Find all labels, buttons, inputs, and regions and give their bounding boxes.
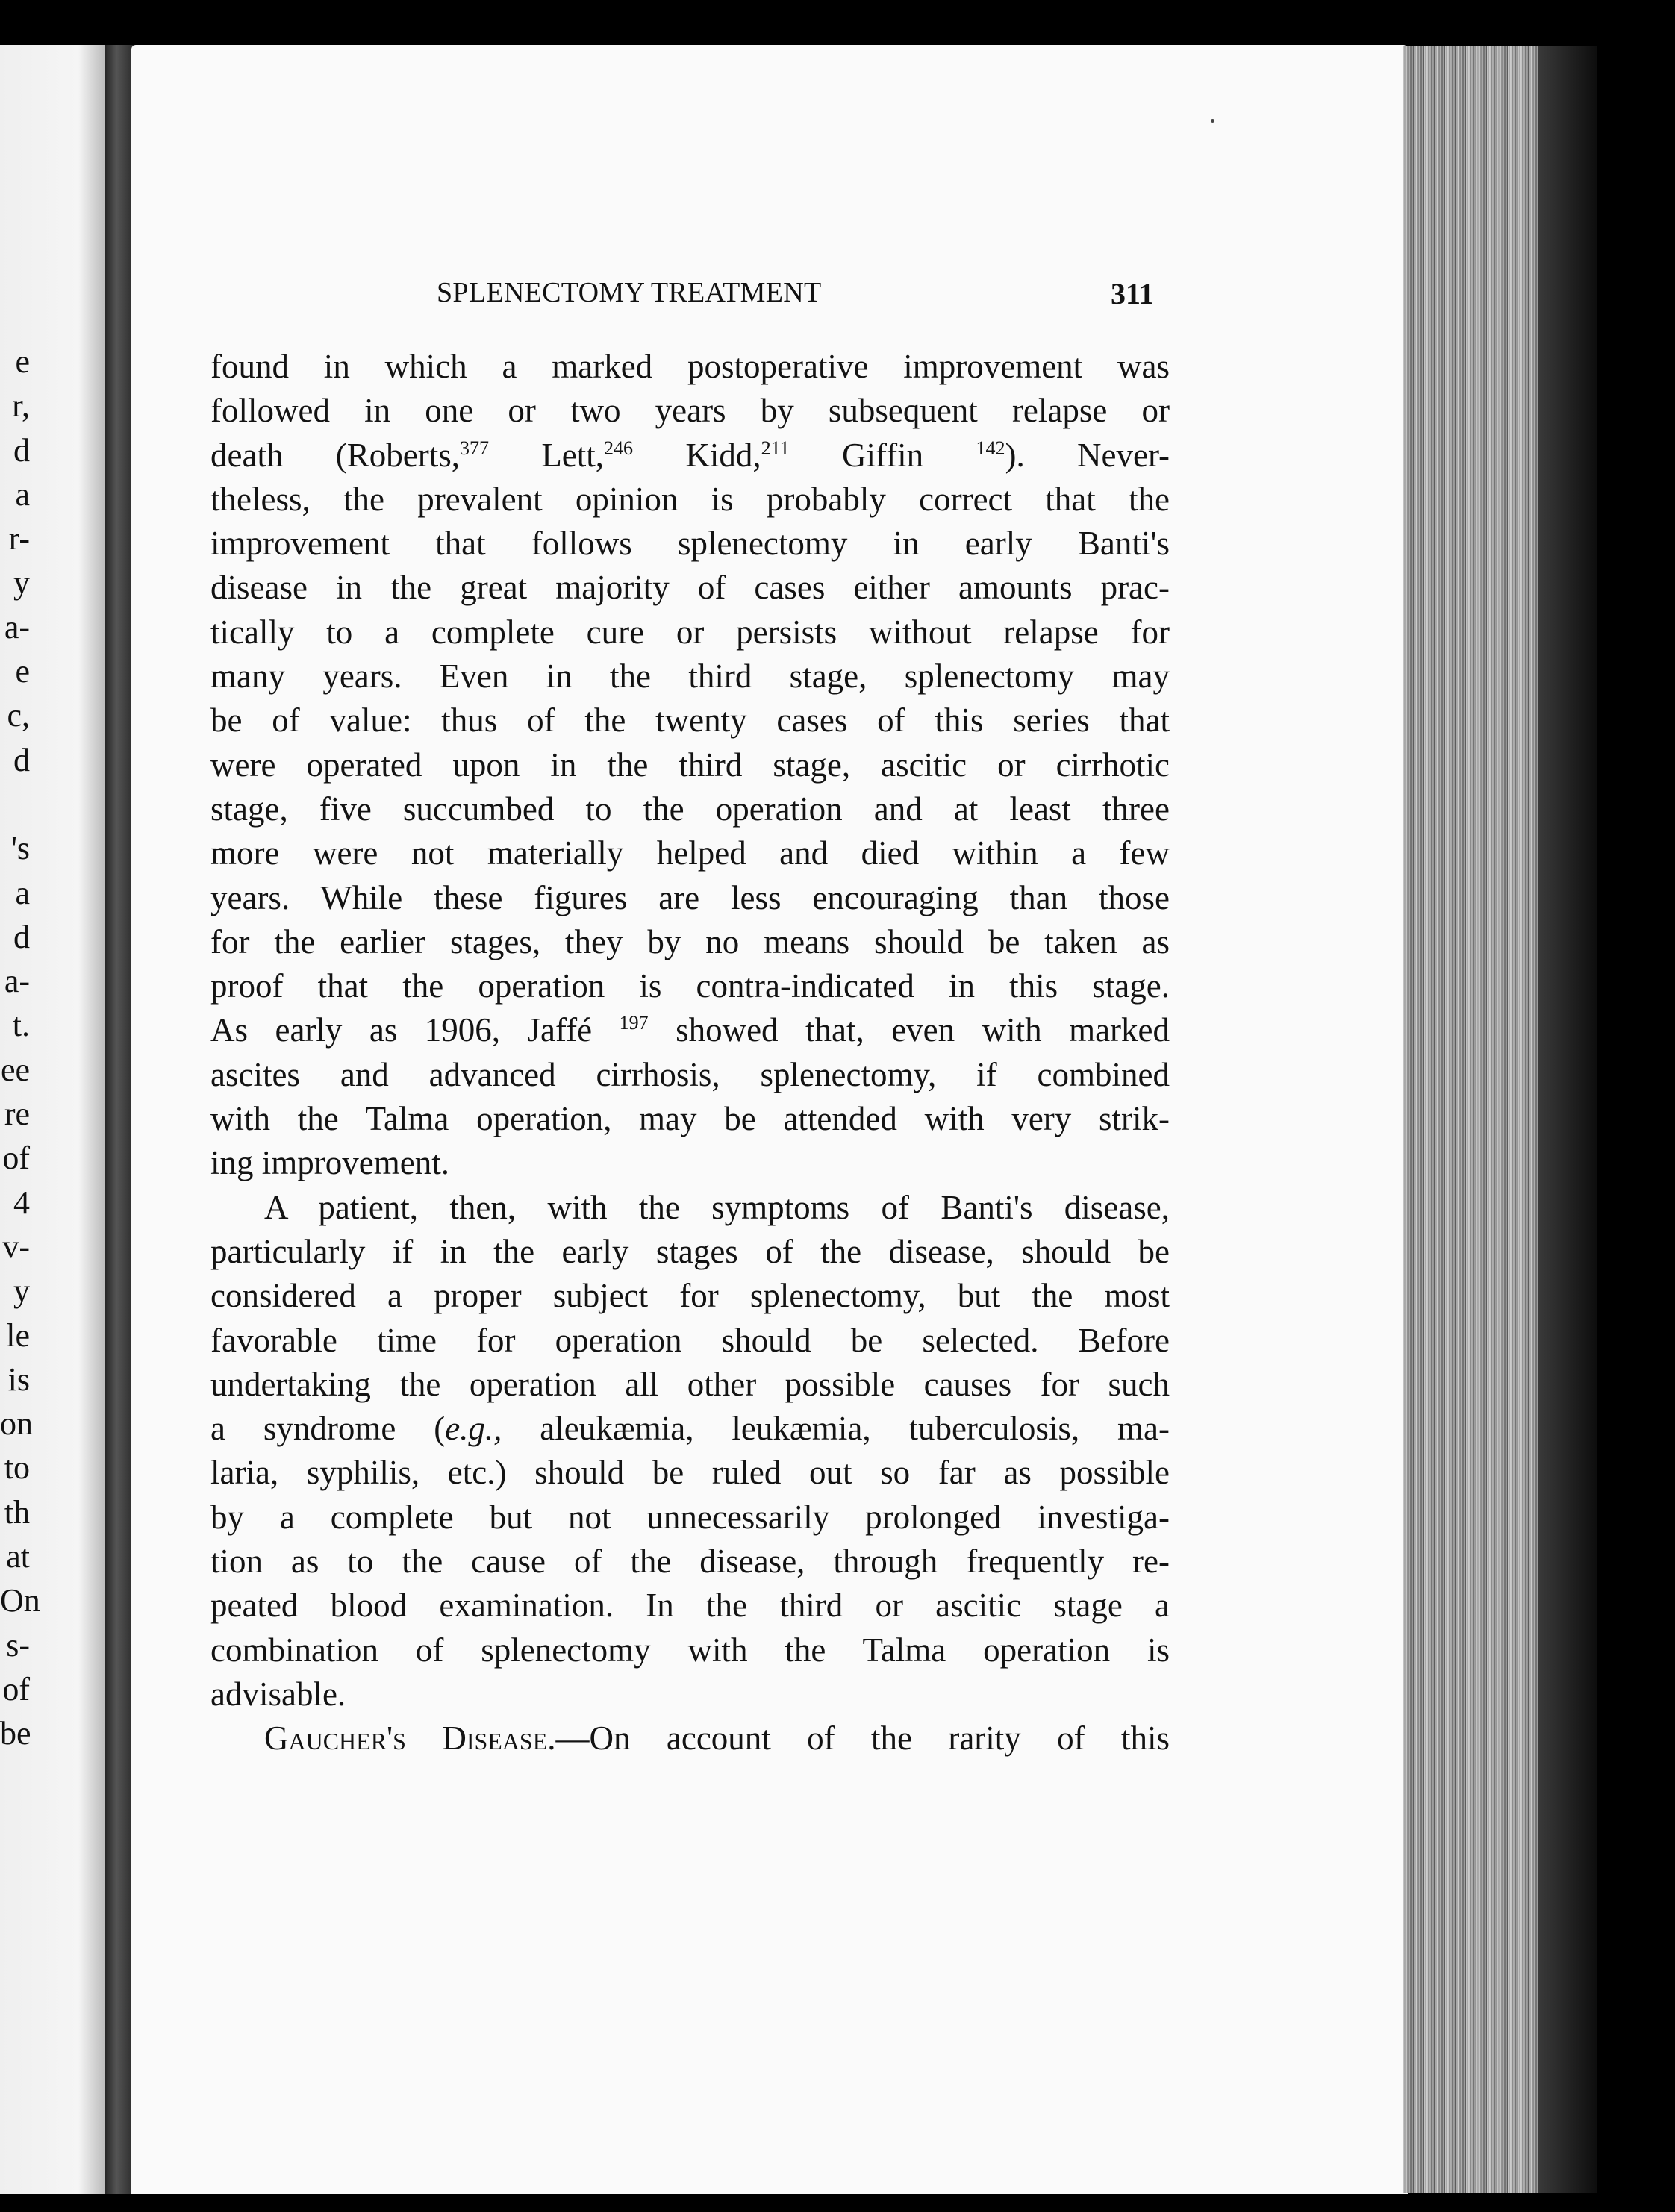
- footnote-ref: 377: [460, 437, 489, 459]
- facing-page-fragment: on: [0, 1405, 33, 1443]
- text-line: more were not materially helped and died within a few: [210, 834, 1170, 872]
- text-line: be of value: thus of the twenty cases of this series that: [210, 702, 1170, 740]
- text-span: ). Never-: [1005, 436, 1170, 474]
- running-head: SPLENECTOMY TREATMENT: [437, 277, 822, 308]
- facing-page-fragment: 's: [10, 830, 30, 867]
- footnote-ref: 211: [761, 437, 790, 459]
- facing-page-fragment: a-: [4, 963, 30, 1000]
- facing-page-fragment: th: [4, 1493, 30, 1531]
- footnote-ref: 142: [976, 437, 1005, 459]
- text-line: undertaking the operation all other possible causes for such: [210, 1365, 1170, 1403]
- facing-page-fragment: re: [4, 1096, 30, 1133]
- text-span: As early as 1906, Jaffé: [210, 1011, 620, 1049]
- facing-page-fragment: y: [13, 1272, 30, 1310]
- text-line: found in which a marked postoperative improvement was: [210, 348, 1170, 385]
- facing-page-fragment: be: [0, 1715, 31, 1752]
- text-line: followed in one or two years by subsequent relapse or: [210, 392, 1170, 430]
- facing-page-fragment: r,: [12, 387, 30, 425]
- text-line: ing improvement.: [210, 1144, 449, 1182]
- text-span: a syndrome (: [210, 1410, 446, 1448]
- text-line: by a complete but not unnecessarily prolonged investiga-: [210, 1498, 1170, 1536]
- facing-page-fragment: s-: [6, 1626, 30, 1663]
- facing-page-fragment: c,: [7, 697, 30, 734]
- text-line: [210, 434, 1170, 478]
- facing-page-fragment: r-: [8, 520, 30, 557]
- text-line: many years. Even in the third stage, splenectomy may: [210, 657, 1170, 696]
- text-span: aleukæmia, leukæmia, tuberculosis, ma-: [502, 1410, 1170, 1448]
- text-line: particularly if in the early stages of the disease, should be: [210, 1232, 1170, 1270]
- text-line: peated blood examination. In the third or ascitic stage a: [210, 1587, 1170, 1625]
- text-span: showed that, even with marked: [648, 1011, 1170, 1049]
- text-span: Lett,: [489, 436, 605, 474]
- text-line: years. While these figures are less encouraging than those: [210, 878, 1170, 916]
- text-line: for the earlier stages, they by no means should be taken as: [210, 922, 1170, 960]
- text-line: theless, the prevalent opinion is probably correct that the: [210, 480, 1170, 518]
- text-line: combination of splenectomy with the Talma operation is: [210, 1631, 1170, 1669]
- body-text: [210, 345, 1170, 1761]
- text-span: death (Roberts,: [210, 436, 460, 474]
- text-span: Kidd,: [633, 436, 761, 474]
- facing-page-fragment: e: [15, 653, 30, 690]
- text-line: tion as to the cause of the disease, through frequently re-: [210, 1543, 1170, 1581]
- facing-page-fragment: t.: [12, 1007, 30, 1044]
- facing-page-fragment: ee: [0, 1051, 30, 1088]
- text-line: [210, 1407, 1170, 1451]
- text-line: stage, five succumbed to the operation and at least three: [210, 790, 1170, 828]
- footnote-ref: 197: [619, 1012, 649, 1034]
- text-span: —On account of the rarity of this: [555, 1719, 1170, 1758]
- text-line: advisable.: [210, 1675, 346, 1713]
- speck: [1211, 119, 1214, 123]
- text-line: favorable time for operation should be selected. Before: [210, 1321, 1170, 1359]
- text-line: laria, syphilis, etc.) should be ruled out so far as possible: [210, 1454, 1170, 1492]
- facing-page-fragments: [0, 340, 40, 1756]
- facing-page-fragment: to: [4, 1449, 30, 1487]
- footnote-ref: 246: [604, 437, 634, 459]
- facing-page-fragment: a-: [4, 608, 30, 646]
- facing-page-fragment: 4: [13, 1184, 30, 1221]
- facing-page-fragment: y: [13, 564, 30, 602]
- facing-page-fragment: is: [7, 1360, 30, 1398]
- book-cover-edge: [1538, 46, 1597, 2193]
- text-line: [210, 1716, 1170, 1760]
- book-gutter: [105, 45, 134, 2194]
- text-line: [210, 1008, 1170, 1052]
- facing-page-fragment: at: [6, 1538, 30, 1575]
- facing-page-fragment: a: [15, 874, 30, 911]
- facing-page-fragment: d: [13, 918, 30, 955]
- text-line: proof that the operation is contra-indicated in this stage.: [210, 967, 1170, 1005]
- section-heading: Gaucher's Disease.: [264, 1719, 556, 1758]
- facing-page-fragment: a: [15, 475, 30, 513]
- text-line: were operated upon in the third stage, ascitic or cirrhotic: [210, 746, 1170, 784]
- text-span: Giffin: [789, 436, 976, 474]
- facing-page-fragment: v-: [2, 1228, 30, 1265]
- text-line: tically to a complete cure or persists without relapse for: [210, 613, 1170, 651]
- facing-page-fragment: of: [2, 1670, 30, 1708]
- text-line: disease in the great majority of cases either amounts prac-: [210, 569, 1170, 607]
- facing-page-fragment: le: [6, 1316, 30, 1354]
- text-line: improvement that follows splenectomy in early Banti's: [210, 525, 1170, 563]
- text-line: with the Talma operation, may be attended with very strik-: [210, 1100, 1170, 1138]
- facing-page-fragment: d: [13, 431, 30, 469]
- facing-page-fragment: e: [15, 343, 30, 380]
- facing-page-fragment: On: [0, 1582, 40, 1619]
- italic-text: e.g.,: [445, 1410, 502, 1448]
- text-line: A patient, then, with the symptoms of Banti's disease,: [264, 1188, 1170, 1226]
- text-line: ascites and advanced cirrhosis, splenectomy, if combined: [210, 1055, 1170, 1093]
- facing-page-fragment: [0, 782, 30, 826]
- page-number: 311: [1111, 277, 1154, 310]
- facing-page-fragment: d: [13, 741, 30, 778]
- facing-page-fragment: of: [2, 1140, 30, 1177]
- text-line: considered a proper subject for splenectomy, but the most: [210, 1277, 1170, 1315]
